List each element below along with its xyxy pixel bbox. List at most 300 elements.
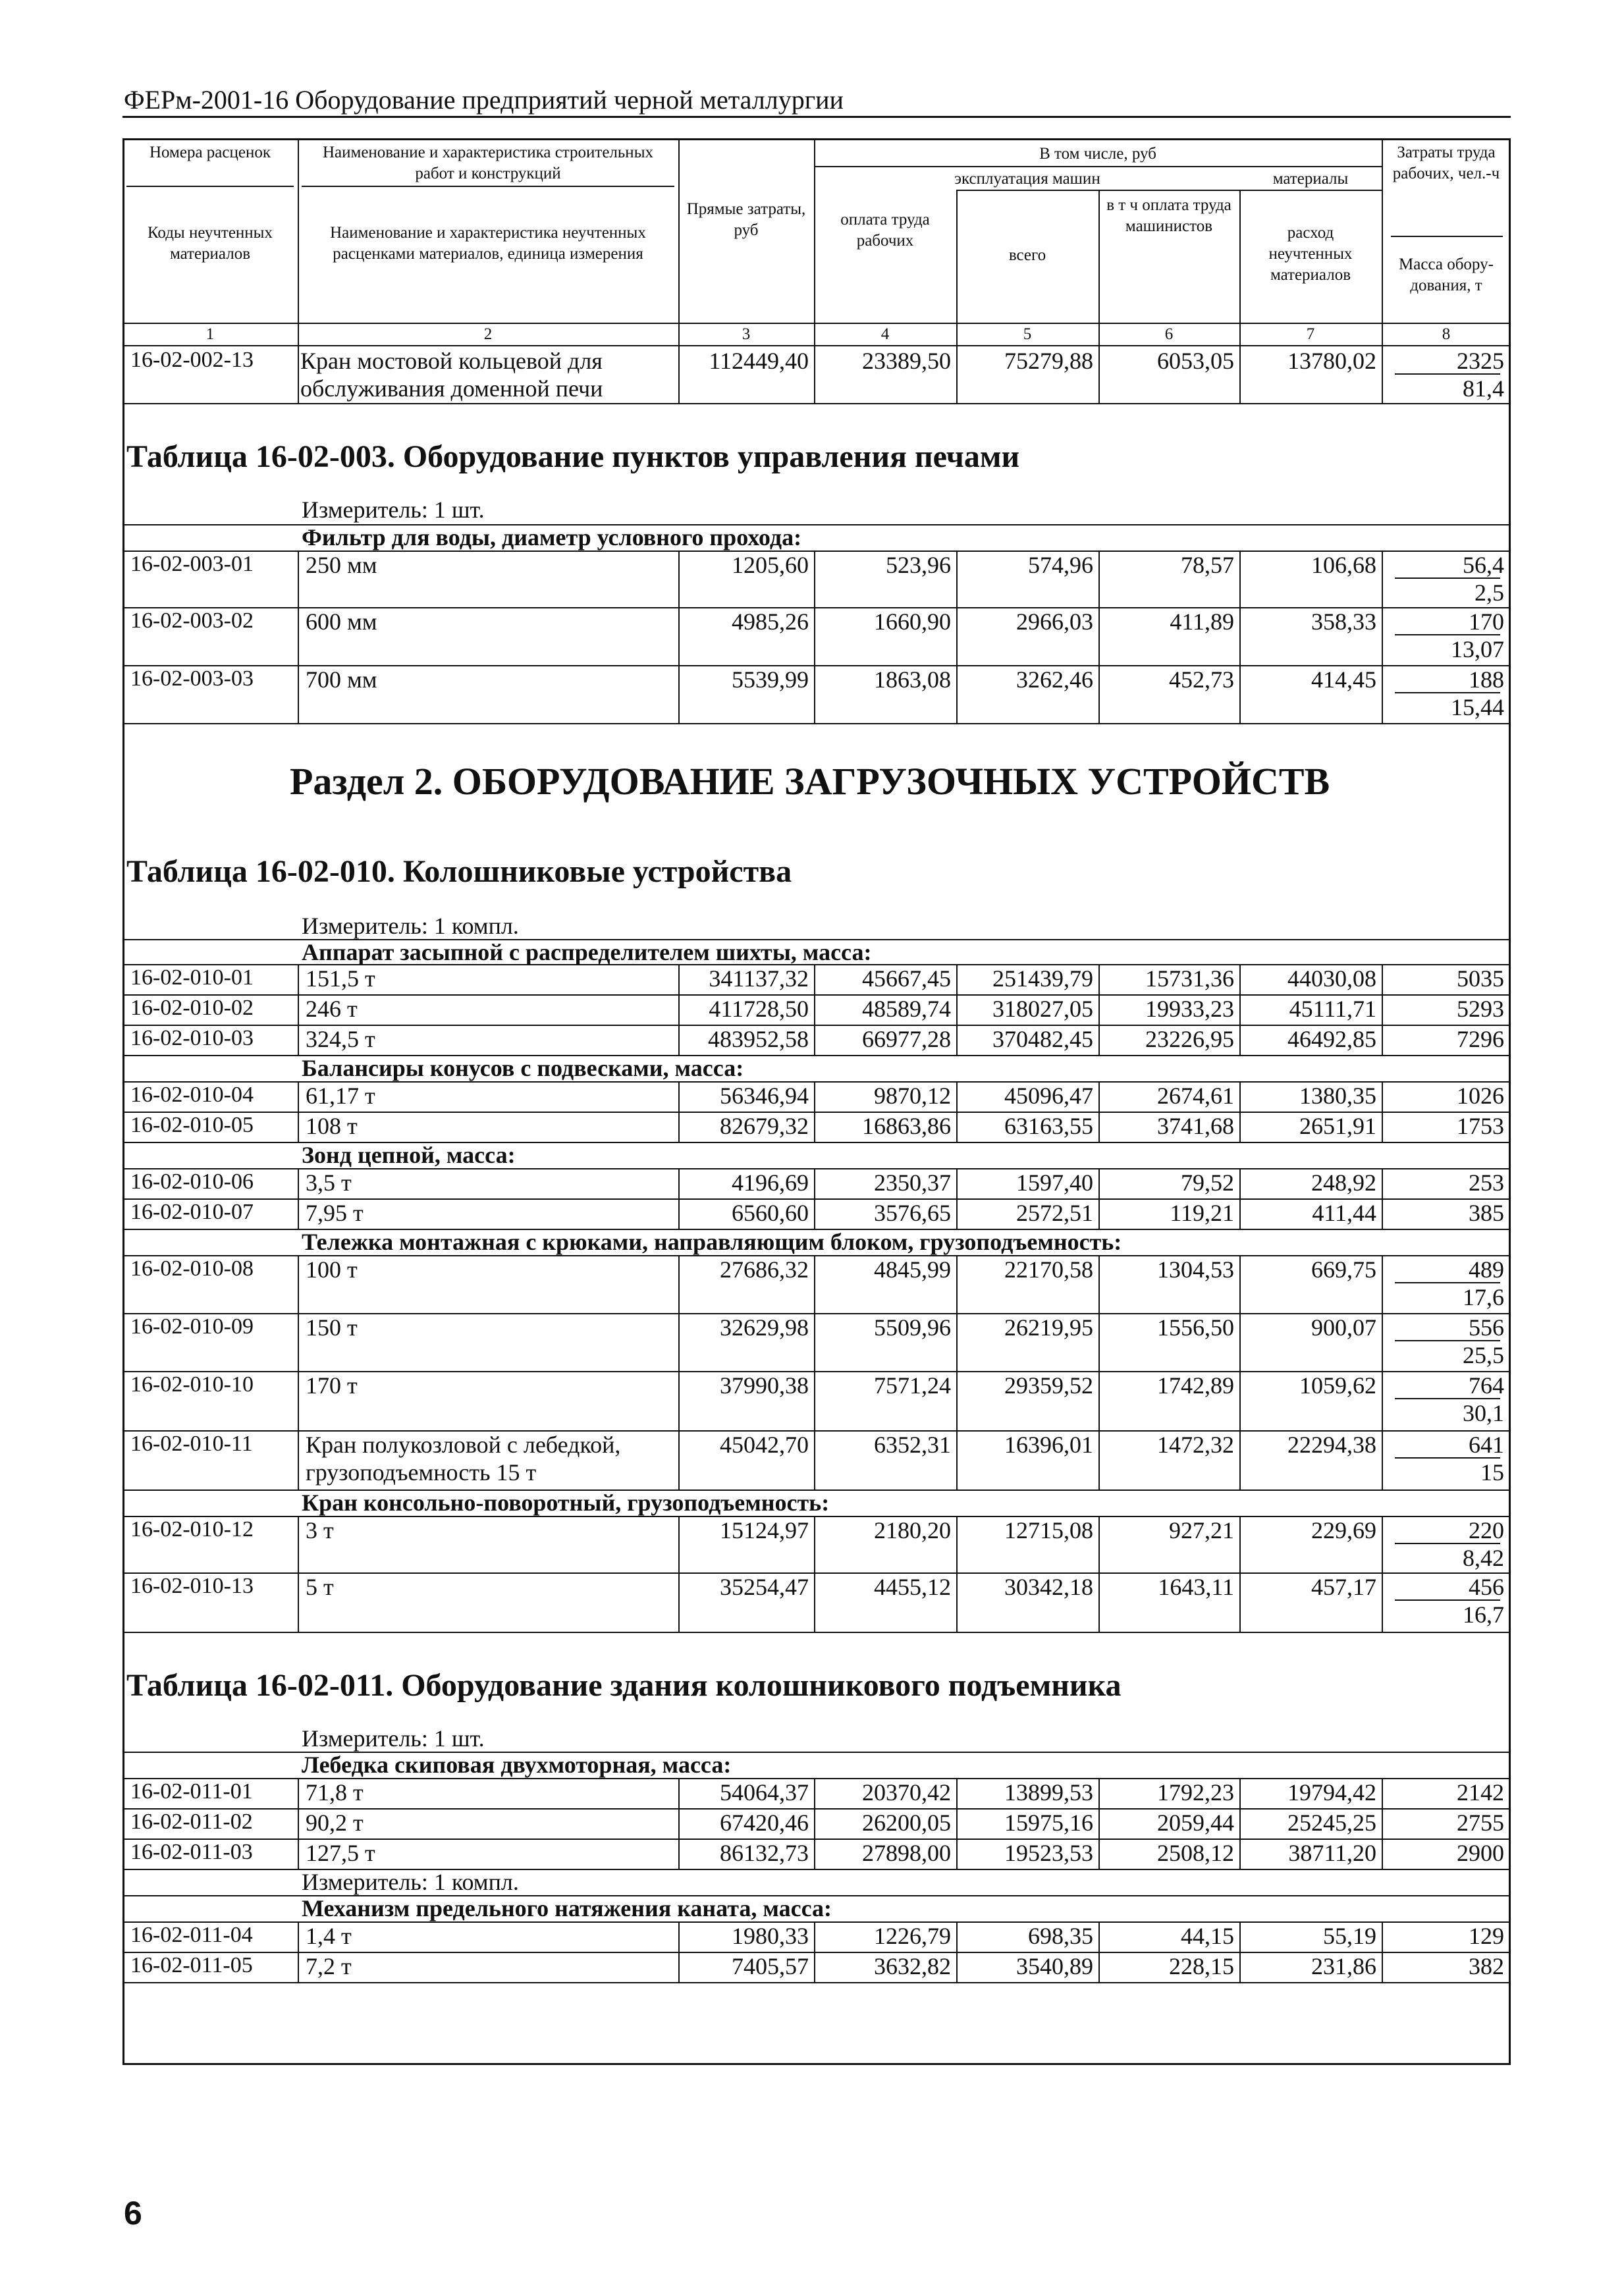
rate-code: 16-02-010-04 <box>130 1083 254 1107</box>
column-rule <box>814 550 815 607</box>
column-rule <box>956 323 958 345</box>
labor-cost: 489 <box>1469 1256 1504 1283</box>
cost-c3: 5539,99 <box>732 666 809 693</box>
cost-c4: 16863,86 <box>862 1113 951 1139</box>
cost-c5: 13899,53 <box>1004 1779 1093 1806</box>
column-rule <box>1098 1313 1100 1371</box>
column-rule <box>814 1430 815 1489</box>
column-rule <box>1098 1778 1100 1808</box>
column-rule <box>678 1198 680 1229</box>
rate-code: 16-02-010-05 <box>130 1113 254 1137</box>
column-rule <box>678 1952 680 1982</box>
column-rule <box>814 1921 815 1952</box>
cost-c7: 457,17 <box>1311 1574 1376 1600</box>
column-rule <box>298 1808 299 1838</box>
rate-name: 150 т <box>306 1314 358 1341</box>
column-rule <box>1239 190 1241 323</box>
header-rule <box>122 116 1511 118</box>
column-rule <box>1382 1081 1383 1112</box>
cost-c7: 900,07 <box>1311 1314 1376 1341</box>
column-rule <box>1098 190 1100 323</box>
rate-name: 324,5 т <box>306 1026 375 1052</box>
column-rule <box>956 1838 958 1869</box>
column-rule <box>1239 1572 1241 1632</box>
column-rule <box>678 323 680 345</box>
column-header: в т ч оплата труда машинистов <box>1106 196 1232 235</box>
column-rule <box>1239 1025 1241 1055</box>
column-rule <box>1239 607 1241 665</box>
column-rule <box>1239 1952 1241 1982</box>
cost-c7: 231,86 <box>1311 1953 1376 1979</box>
cost-c3: 27686,32 <box>720 1256 809 1283</box>
column-rule <box>956 1112 958 1142</box>
group-heading: Фильтр для воды, диаметр условного прохода: <box>302 524 802 550</box>
labor-cost: 2755 <box>1457 1810 1504 1836</box>
rate-code: 16-02-010-09 <box>130 1314 254 1339</box>
column-rule <box>956 1313 958 1371</box>
equipment-mass: 17,6 <box>1463 1284 1504 1310</box>
column-rule <box>1239 1808 1241 1838</box>
cost-c4: 523,96 <box>886 552 951 578</box>
column-rule <box>1098 323 1100 345</box>
column-rule <box>1382 1572 1383 1632</box>
column-number: 3 <box>742 325 751 343</box>
cost-c4: 27898,00 <box>862 1840 951 1866</box>
row-rule <box>122 1982 1511 1983</box>
unit-of-measure: Измеритель: 1 компл. <box>302 913 519 939</box>
cost-c4: 2350,37 <box>874 1169 951 1196</box>
cost-c4: 45667,45 <box>862 965 951 992</box>
cost-c6: 452,73 <box>1169 666 1234 693</box>
fraction-rule <box>1395 1340 1500 1341</box>
column-rule <box>814 1808 815 1838</box>
column-rule <box>956 1371 958 1430</box>
column-rule <box>1098 964 1100 994</box>
column-rule <box>1239 1921 1241 1952</box>
cost-c7: 13780,02 <box>1287 348 1376 374</box>
column-rule <box>1382 1952 1383 1982</box>
equipment-mass: 13,07 <box>1451 636 1504 662</box>
cost-c4: 4455,12 <box>874 1574 951 1600</box>
cost-c7: 1059,62 <box>1299 1372 1376 1399</box>
column-number: 4 <box>880 325 890 343</box>
column-rule <box>956 190 958 323</box>
cost-c7: 45111,71 <box>1289 996 1376 1022</box>
cost-c7: 55,19 <box>1323 1923 1376 1949</box>
column-rule <box>814 994 815 1025</box>
cost-c6: 1643,11 <box>1158 1574 1234 1600</box>
rate-code: 16-02-002-13 <box>130 348 254 372</box>
column-rule <box>1382 1198 1383 1229</box>
column-rule <box>1382 1516 1383 1572</box>
column-rule <box>1382 607 1383 665</box>
column-rule <box>678 1313 680 1371</box>
rate-code: 16-02-010-11 <box>130 1432 253 1456</box>
column-rule <box>1382 550 1383 607</box>
cost-c3: 341137,32 <box>709 965 809 992</box>
cost-c7: 669,75 <box>1311 1256 1376 1283</box>
cost-c6: 228,15 <box>1169 1953 1234 1979</box>
cost-c3: 56346,94 <box>720 1083 809 1109</box>
cost-c4: 20370,42 <box>862 1779 951 1806</box>
group-heading: Балансиры конусов с подвесками, масса: <box>302 1055 744 1081</box>
column-rule <box>298 1255 299 1313</box>
column-rule <box>678 1168 680 1198</box>
cost-c3: 483952,58 <box>708 1026 809 1052</box>
column-rule <box>1239 1168 1241 1198</box>
column-rule <box>814 1838 815 1869</box>
labor-cost: 385 <box>1469 1200 1504 1226</box>
column-rule <box>298 1921 299 1952</box>
fraction-rule <box>1395 1599 1500 1601</box>
column-rule <box>956 964 958 994</box>
unit-of-measure: Измеритель: 1 компл. <box>302 1869 519 1895</box>
column-rule <box>814 1081 815 1112</box>
cost-c3: 37990,38 <box>720 1372 809 1399</box>
column-rule <box>1239 994 1241 1025</box>
rate-name: грузоподъемность 15 т <box>306 1459 537 1486</box>
column-rule <box>298 345 299 403</box>
column-rule <box>1239 1838 1241 1869</box>
column-rule <box>298 1371 299 1430</box>
table-rule <box>122 345 1511 346</box>
column-rule <box>1239 1778 1241 1808</box>
column-rule <box>814 323 815 345</box>
cost-c5: 29359,52 <box>1004 1372 1093 1399</box>
cost-c3: 1980,33 <box>732 1923 809 1949</box>
column-rule <box>1239 323 1241 345</box>
column-rule <box>1098 1025 1100 1055</box>
cost-c6: 1742,89 <box>1157 1372 1234 1399</box>
equipment-mass: 16,7 <box>1463 1601 1504 1628</box>
rate-name: Кран полукозловой с лебедкой, <box>306 1432 621 1458</box>
column-rule <box>678 1838 680 1869</box>
column-rule <box>1382 1778 1383 1808</box>
cost-c3: 67420,46 <box>720 1810 809 1836</box>
equipment-mass: 8,42 <box>1463 1545 1504 1571</box>
cost-c5: 698,35 <box>1028 1923 1093 1949</box>
column-rule <box>1382 1921 1383 1952</box>
cost-c4: 9870,12 <box>874 1083 951 1109</box>
column-rule <box>956 1168 958 1198</box>
group-heading: Аппарат засыпной с распределителем шихты, масса: <box>302 939 872 965</box>
rate-name: 7,95 т <box>306 1200 364 1226</box>
cost-c7: 46492,85 <box>1287 1026 1376 1052</box>
cost-c6: 411,89 <box>1170 608 1234 635</box>
labor-cost: 220 <box>1469 1517 1504 1543</box>
column-rule <box>814 1112 815 1142</box>
column-rule <box>956 345 958 403</box>
column-rule <box>1239 665 1241 723</box>
rate-name: 600 мм <box>306 608 377 635</box>
labor-cost: 1753 <box>1457 1113 1504 1139</box>
cost-c3: 82679,32 <box>720 1113 809 1139</box>
column-rule <box>814 1952 815 1982</box>
cost-c6: 1792,23 <box>1157 1779 1234 1806</box>
column-rule <box>1098 607 1100 665</box>
table-rule <box>956 190 1382 191</box>
cost-c5: 3262,46 <box>1016 666 1093 693</box>
column-rule <box>1382 345 1383 403</box>
rate-code: 16-02-011-01 <box>130 1779 253 1804</box>
column-number: 1 <box>205 325 215 343</box>
section-heading: Раздел 2. ОБОРУДОВАНИЕ ЗАГРУЗОЧНЫХ УСТРОЙСТВ <box>290 760 1330 803</box>
cost-c4: 3576,65 <box>874 1200 951 1226</box>
column-rule <box>814 607 815 665</box>
cost-c5: 45096,47 <box>1004 1083 1093 1109</box>
cost-c7: 38711,20 <box>1288 1840 1376 1866</box>
column-header: оплата труда рабочих <box>840 211 930 250</box>
fraction-rule <box>1395 692 1500 693</box>
unit-of-measure: Измеритель: 1 шт. <box>302 496 485 523</box>
column-rule <box>814 1516 815 1572</box>
cost-c4: 3632,82 <box>874 1953 951 1979</box>
cost-c4: 66977,28 <box>862 1026 951 1052</box>
column-rule <box>1382 1168 1383 1198</box>
cost-c6: 79,52 <box>1181 1169 1234 1196</box>
cost-c6: 15731,36 <box>1145 965 1234 992</box>
cost-c3: 35254,47 <box>720 1574 809 1600</box>
cost-c3: 6560,60 <box>732 1200 809 1226</box>
column-rule <box>1239 1313 1241 1371</box>
column-header: Прямые затраты, руб <box>686 200 806 239</box>
column-number: 7 <box>1306 325 1315 343</box>
column-rule <box>678 1112 680 1142</box>
column-rule <box>1098 1572 1100 1632</box>
column-rule <box>1098 1838 1100 1869</box>
column-rule <box>1098 1112 1100 1142</box>
column-rule <box>956 550 958 607</box>
column-header: всего <box>1008 246 1046 264</box>
cost-c7: 358,33 <box>1311 608 1376 635</box>
labor-cost: 2900 <box>1457 1840 1504 1866</box>
column-rule <box>298 1778 299 1808</box>
page-header-title: ФЕРм-2001-16 Оборудование предприятий черной металлургии <box>124 85 844 115</box>
cost-c6: 1472,32 <box>1157 1432 1234 1458</box>
column-rule <box>1098 1952 1100 1982</box>
fraction-rule <box>1395 577 1500 579</box>
column-rule <box>956 1025 958 1055</box>
labor-cost: 641 <box>1469 1432 1504 1458</box>
column-rule <box>1098 1430 1100 1489</box>
cost-c3: 112449,40 <box>709 348 809 374</box>
rate-name: 61,17 т <box>306 1083 375 1109</box>
column-header: Затраты труда рабочих, чел.-ч <box>1392 144 1500 182</box>
labor-cost: 1026 <box>1457 1083 1504 1109</box>
cost-c6: 1556,50 <box>1157 1314 1234 1341</box>
row-rule <box>122 723 1511 724</box>
column-rule <box>814 1778 815 1808</box>
cost-c7: 44030,08 <box>1287 965 1376 992</box>
cost-c5: 63163,55 <box>1004 1113 1093 1139</box>
column-rule <box>678 1808 680 1838</box>
rate-code: 16-02-010-12 <box>130 1517 254 1542</box>
column-rule <box>1382 1025 1383 1055</box>
labor-cost: 170 <box>1469 608 1504 635</box>
column-rule <box>678 1081 680 1112</box>
column-rule <box>956 1921 958 1952</box>
column-rule <box>298 1516 299 1572</box>
column-header: Масса обору-дования, т <box>1399 255 1494 294</box>
labor-cost: 2325 <box>1457 348 1504 374</box>
cost-c5: 2966,03 <box>1016 608 1093 635</box>
column-rule <box>1098 345 1100 403</box>
column-rule <box>814 1371 815 1430</box>
column-rule <box>1098 1198 1100 1229</box>
column-rule <box>1239 1198 1241 1229</box>
column-rule <box>956 607 958 665</box>
cost-c5: 1597,40 <box>1016 1169 1093 1196</box>
column-rule <box>814 1572 815 1632</box>
rate-code: 16-02-010-02 <box>130 996 254 1020</box>
cost-c5: 2572,51 <box>1016 1200 1093 1226</box>
column-rule <box>298 1112 299 1142</box>
cost-c4: 26200,05 <box>862 1810 951 1836</box>
column-rule <box>1098 1371 1100 1430</box>
column-rule <box>956 1430 958 1489</box>
cost-c5: 30342,18 <box>1004 1574 1093 1600</box>
cost-c6: 2674,61 <box>1157 1083 1234 1109</box>
column-rule <box>678 964 680 994</box>
column-rule <box>1239 1430 1241 1489</box>
rate-name: 90,2 т <box>306 1810 364 1836</box>
labor-cost: 556 <box>1469 1314 1504 1341</box>
column-rule <box>1382 323 1383 345</box>
labor-cost: 382 <box>1469 1953 1504 1979</box>
cost-c4: 7571,24 <box>874 1372 951 1399</box>
column-rule <box>814 1198 815 1229</box>
column-rule <box>298 994 299 1025</box>
cost-c5: 26219,95 <box>1004 1314 1093 1341</box>
rate-name: 108 т <box>306 1113 358 1139</box>
column-rule <box>1098 994 1100 1025</box>
column-rule <box>1239 964 1241 994</box>
cost-c6: 2059,44 <box>1157 1810 1234 1836</box>
equipment-mass: 15 <box>1480 1459 1504 1486</box>
column-rule <box>678 550 680 607</box>
column-rule <box>298 964 299 994</box>
column-rule <box>814 345 815 403</box>
fraction-rule <box>1395 1398 1500 1399</box>
column-rule <box>1098 1516 1100 1572</box>
column-rule <box>678 1255 680 1313</box>
table-caption: Таблица 16-02-003. Оборудование пунктов управления печами <box>126 439 1020 474</box>
rate-code: 16-02-011-03 <box>130 1840 253 1864</box>
group-heading: Механизм предельного натяжения каната, масса: <box>302 1895 832 1921</box>
column-rule <box>678 1430 680 1489</box>
cost-c5: 19523,53 <box>1004 1840 1093 1866</box>
column-rule <box>1382 665 1383 723</box>
rate-name: 246 т <box>306 996 358 1022</box>
column-rule <box>298 1838 299 1869</box>
column-rule <box>1098 1808 1100 1838</box>
column-rule <box>1382 1838 1383 1869</box>
cost-c7: 22294,38 <box>1287 1432 1376 1458</box>
cost-c5: 12715,08 <box>1004 1517 1093 1543</box>
cost-c6: 23226,95 <box>1145 1026 1234 1052</box>
cost-c5: 15975,16 <box>1004 1810 1093 1836</box>
column-rule <box>298 1430 299 1489</box>
table-rule <box>122 403 1511 404</box>
cost-c3: 1205,60 <box>732 552 809 578</box>
cost-c5: 370482,45 <box>992 1026 1093 1052</box>
column-rule <box>678 994 680 1025</box>
cost-c7: 414,45 <box>1311 666 1376 693</box>
column-rule <box>956 1081 958 1112</box>
table-rule <box>302 186 674 187</box>
column-rule <box>1382 138 1383 323</box>
labor-cost: 7296 <box>1457 1026 1504 1052</box>
column-rule <box>956 1255 958 1313</box>
rate-code: 16-02-010-03 <box>130 1026 254 1050</box>
fraction-rule <box>1395 373 1500 375</box>
labor-cost: 56,4 <box>1463 552 1504 578</box>
rate-name: 3 т <box>306 1517 334 1543</box>
column-number: 5 <box>1023 325 1032 343</box>
column-rule <box>1382 1371 1383 1430</box>
column-number: 2 <box>483 325 493 343</box>
column-number: 6 <box>1164 325 1174 343</box>
column-rule <box>956 1778 958 1808</box>
column-rule <box>298 607 299 665</box>
cost-c3: 4985,26 <box>732 608 809 635</box>
column-header: Наименование и характеристика строительных работ и конструкций <box>322 144 653 182</box>
column-rule <box>814 1168 815 1198</box>
cost-c5: 16396,01 <box>1004 1432 1093 1458</box>
column-rule <box>1239 1516 1241 1572</box>
table-rule <box>814 166 1382 167</box>
column-rule <box>1098 1255 1100 1313</box>
rate-code: 16-02-010-06 <box>130 1169 254 1194</box>
column-rule <box>678 345 680 403</box>
column-rule <box>956 1198 958 1229</box>
cost-c7: 25245,25 <box>1287 1810 1376 1836</box>
labor-cost: 253 <box>1469 1169 1504 1196</box>
column-rule <box>678 1025 680 1055</box>
table-rule <box>122 138 1511 140</box>
labor-cost: 188 <box>1469 666 1504 693</box>
column-rule <box>814 1025 815 1055</box>
rate-code: 16-02-011-02 <box>130 1810 253 1834</box>
labor-cost: 129 <box>1469 1923 1504 1949</box>
rate-code: 16-02-010-01 <box>130 965 254 990</box>
column-rule <box>814 665 815 723</box>
column-rule <box>1239 1371 1241 1430</box>
cost-c3: 86132,73 <box>720 1840 809 1866</box>
equipment-mass: 25,5 <box>1463 1342 1504 1368</box>
table-caption: Таблица 16-02-010. Колошниковые устройства <box>126 854 792 889</box>
column-rule <box>814 138 815 323</box>
table-caption: Таблица 16-02-011. Оборудование здания колошникового подъемника <box>126 1668 1122 1703</box>
rate-code: 16-02-010-07 <box>130 1200 254 1224</box>
cost-c7: 106,68 <box>1311 552 1376 578</box>
column-rule <box>1382 1255 1383 1313</box>
column-rule <box>1382 994 1383 1025</box>
rate-name: 5 т <box>306 1574 334 1600</box>
cost-c7: 1380,35 <box>1299 1083 1376 1109</box>
column-rule <box>298 1081 299 1112</box>
cost-c7: 2651,91 <box>1299 1113 1376 1139</box>
cost-c7: 248,92 <box>1311 1169 1376 1196</box>
cost-c4: 1660,90 <box>874 608 951 635</box>
column-rule <box>1098 1081 1100 1112</box>
cost-c5: 75279,88 <box>1004 348 1093 374</box>
column-rule <box>298 550 299 607</box>
column-rule <box>298 1198 299 1229</box>
column-rule <box>1098 1921 1100 1952</box>
unit-of-measure: Измеритель: 1 шт. <box>302 1725 485 1752</box>
column-rule <box>956 1516 958 1572</box>
